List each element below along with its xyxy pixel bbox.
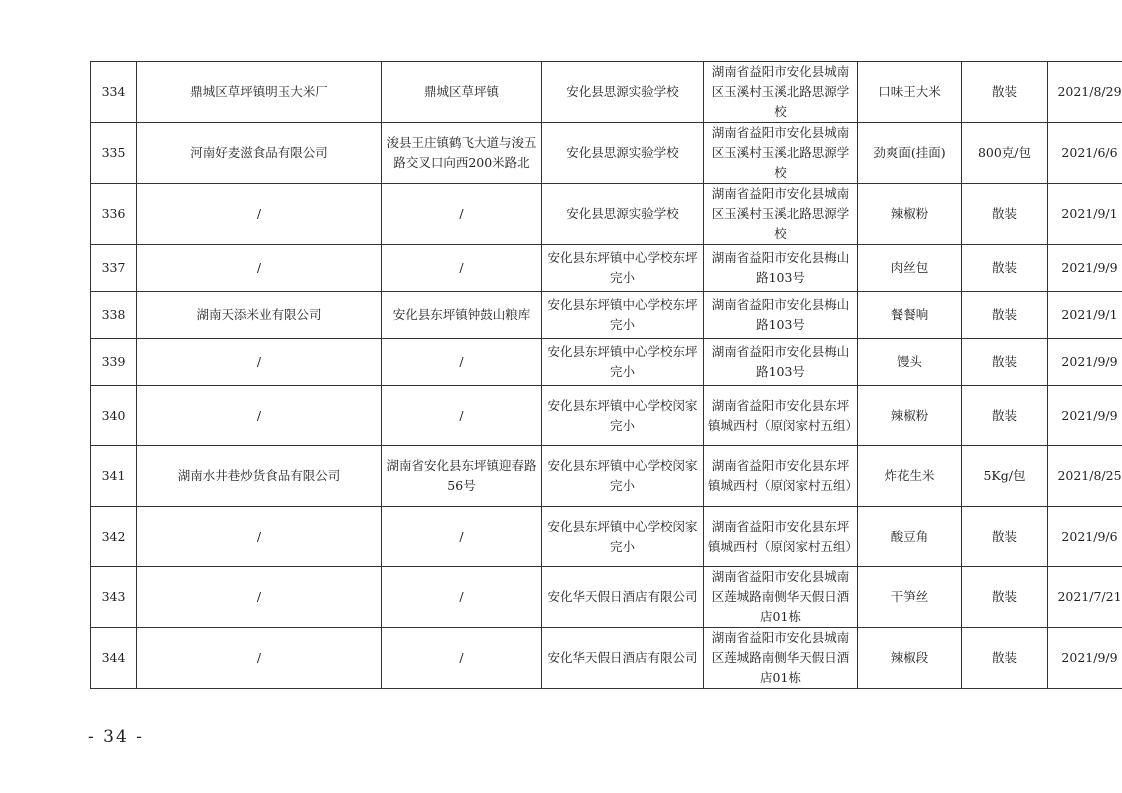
- sampled-unit-cell: 安化县东坪镇中心学校闵家完小: [542, 446, 704, 507]
- row-number-cell: 344: [91, 628, 137, 689]
- sampled-address-cell: 湖南省益阳市安化县东坪镇城西村（原闵家村五组）: [704, 507, 858, 567]
- product-name-cell: 口味王大米: [858, 62, 962, 123]
- sampled-unit-cell: 安化县思源实验学校: [542, 62, 704, 123]
- production-date-cell: 2021/8/25: [1048, 446, 1122, 507]
- manufacturer-address-cell: /: [382, 507, 542, 567]
- manufacturer-cell: 河南好麦滋食品有限公司: [137, 123, 382, 184]
- manufacturer-address-cell: /: [382, 386, 542, 446]
- production-date-cell: 2021/9/9: [1048, 628, 1122, 689]
- table-row: [91, 292, 1122, 339]
- table-row: [91, 567, 1122, 628]
- spec-cell: 散装: [962, 184, 1048, 245]
- sampled-unit-cell: 安化县东坪镇中心学校闵家完小: [542, 386, 704, 446]
- production-date-cell: 2021/9/1: [1048, 184, 1122, 245]
- table-row: [91, 184, 1122, 245]
- sampled-address-cell: 湖南省益阳市安化县城南区莲城路南侧华天假日酒店01栋: [704, 628, 858, 689]
- manufacturer-cell: /: [137, 628, 382, 689]
- manufacturer-cell: /: [137, 386, 382, 446]
- manufacturer-cell: 鼎城区草坪镇明玉大米厂: [137, 62, 382, 123]
- table-row: [91, 62, 1122, 123]
- sampled-address-cell: 湖南省益阳市安化县梅山路103号: [704, 292, 858, 339]
- product-name-cell: 酸豆角: [858, 507, 962, 567]
- sampled-address-cell: 湖南省益阳市安化县东坪镇城西村（原闵家村五组）: [704, 386, 858, 446]
- production-date-cell: 2021/9/9: [1048, 386, 1122, 446]
- product-name-cell: 辣椒粉: [858, 386, 962, 446]
- manufacturer-address-cell: /: [382, 628, 542, 689]
- row-number-cell: 334: [91, 62, 137, 123]
- product-name-cell: 馒头: [858, 339, 962, 386]
- spec-cell: 800克/包: [962, 123, 1048, 184]
- spec-cell: 5Kg/包: [962, 446, 1048, 507]
- sampled-address-cell: 湖南省益阳市安化县城南区玉溪村玉溪北路思源学校: [704, 184, 858, 245]
- sampled-address-cell: 湖南省益阳市安化县城南区玉溪村玉溪北路思源学校: [704, 62, 858, 123]
- table-row: [91, 339, 1122, 386]
- production-date-cell: 2021/9/1: [1048, 292, 1122, 339]
- table-row: [91, 123, 1122, 184]
- table-row: [91, 245, 1122, 292]
- table-row: [91, 507, 1122, 567]
- row-number-cell: 341: [91, 446, 137, 507]
- sampled-unit-cell: 安化县东坪镇中心学校东坪完小: [542, 292, 704, 339]
- spec-cell: 散装: [962, 386, 1048, 446]
- product-name-cell: 辣椒粉: [858, 184, 962, 245]
- row-number-cell: 343: [91, 567, 137, 628]
- manufacturer-address-cell: 安化县东坪镇钟鼓山粮库: [382, 292, 542, 339]
- spec-cell: 散装: [962, 339, 1048, 386]
- product-name-cell: 炸花生米: [858, 446, 962, 507]
- production-date-cell: 2021/9/9: [1048, 245, 1122, 292]
- manufacturer-cell: /: [137, 184, 382, 245]
- manufacturer-address-cell: /: [382, 245, 542, 292]
- sampled-unit-cell: 安化县东坪镇中心学校东坪完小: [542, 245, 704, 292]
- sampled-unit-cell: 安化县东坪镇中心学校东坪完小: [542, 339, 704, 386]
- spec-cell: 散装: [962, 507, 1048, 567]
- production-date-cell: 2021/9/6: [1048, 507, 1122, 567]
- sampled-address-cell: 湖南省益阳市安化县城南区玉溪村玉溪北路思源学校: [704, 123, 858, 184]
- manufacturer-cell: 湖南水井巷炒货食品有限公司: [137, 446, 382, 507]
- manufacturer-cell: /: [137, 567, 382, 628]
- table-row: [91, 446, 1122, 507]
- sampled-unit-cell: 安化华天假日酒店有限公司: [542, 628, 704, 689]
- production-date-cell: 2021/7/21: [1048, 567, 1122, 628]
- spec-cell: 散装: [962, 292, 1048, 339]
- manufacturer-cell: /: [137, 245, 382, 292]
- spec-cell: 散装: [962, 567, 1048, 628]
- table-row: [91, 628, 1122, 689]
- manufacturer-address-cell: /: [382, 184, 542, 245]
- manufacturer-address-cell: 浚县王庄镇鹤飞大道与浚五路交叉口向西200米路北: [382, 123, 542, 184]
- spec-cell: 散装: [962, 62, 1048, 123]
- production-date-cell: 2021/9/9: [1048, 339, 1122, 386]
- row-number-cell: 339: [91, 339, 137, 386]
- production-date-cell: 2021/6/6: [1048, 123, 1122, 184]
- sampled-unit-cell: 安化县思源实验学校: [542, 184, 704, 245]
- manufacturer-cell: 湖南天添米业有限公司: [137, 292, 382, 339]
- manufacturer-address-cell: 湖南省安化县东坪镇迎春路56号: [382, 446, 542, 507]
- row-number-cell: 335: [91, 123, 137, 184]
- product-name-cell: 肉丝包: [858, 245, 962, 292]
- row-number-cell: 342: [91, 507, 137, 567]
- row-number-cell: 337: [91, 245, 137, 292]
- page-number: - 34 -: [88, 727, 144, 747]
- sampled-unit-cell: 安化华天假日酒店有限公司: [542, 567, 704, 628]
- product-name-cell: 辣椒段: [858, 628, 962, 689]
- sampled-unit-cell: 安化县东坪镇中心学校闵家完小: [542, 507, 704, 567]
- row-number-cell: 340: [91, 386, 137, 446]
- row-number-cell: 338: [91, 292, 137, 339]
- spec-cell: 散装: [962, 628, 1048, 689]
- row-number-cell: 336: [91, 184, 137, 245]
- manufacturer-cell: /: [137, 507, 382, 567]
- sampled-address-cell: 湖南省益阳市安化县梅山路103号: [704, 339, 858, 386]
- sampled-address-cell: 湖南省益阳市安化县城南区莲城路南侧华天假日酒店01栋: [704, 567, 858, 628]
- sampled-unit-cell: 安化县思源实验学校: [542, 123, 704, 184]
- manufacturer-address-cell: /: [382, 567, 542, 628]
- product-name-cell: 劲爽面(挂面): [858, 123, 962, 184]
- manufacturer-cell: /: [137, 339, 382, 386]
- product-name-cell: 干笋丝: [858, 567, 962, 628]
- sampled-address-cell: 湖南省益阳市安化县东坪镇城西村（原闵家村五组）: [704, 446, 858, 507]
- table-row: [91, 386, 1122, 446]
- product-name-cell: 餐餐响: [858, 292, 962, 339]
- sampled-address-cell: 湖南省益阳市安化县梅山路103号: [704, 245, 858, 292]
- manufacturer-address-cell: /: [382, 339, 542, 386]
- manufacturer-address-cell: 鼎城区草坪镇: [382, 62, 542, 123]
- production-date-cell: 2021/8/29: [1048, 62, 1122, 123]
- spec-cell: 散装: [962, 245, 1048, 292]
- sampling-table: [90, 61, 1122, 689]
